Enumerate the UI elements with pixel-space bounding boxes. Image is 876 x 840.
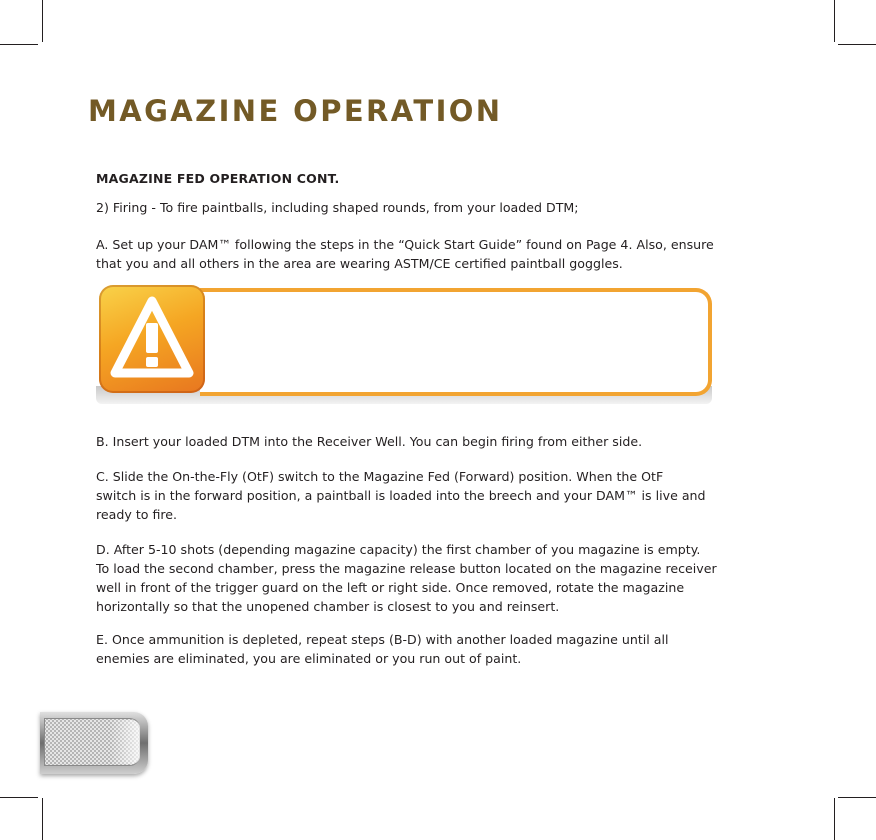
step-d-line-4: horizontally so that the unopened chamber is closest to you and reinsert. [96,599,560,614]
crop-mark-top-left-h [0,44,38,45]
crop-mark-bottom-left-v [42,798,43,840]
crop-mark-bottom-right-v [834,798,835,840]
step-e-line-1: E. Once ammunition is depleted, repeat steps (B-D) with another loaded magazine until all [96,632,669,647]
step-d-line-2: To load the second chamber, press the magazine release button located on the magazine receiver [96,561,717,576]
step-a-line-1: A. Set up your DAM™ following the steps in the “Quick Start Guide” found on Page 4. Also, ensure [96,237,714,252]
warning-callout-box [200,288,712,396]
step-d-line-3: well in front of the trigger guard on the left or right side. Once removed, rotate the magazine [96,580,685,595]
step-b-paragraph [96,432,642,451]
step-b-line-1: B. Insert your loaded DTM into the Receiver Well. You can begin firing from either side. [96,434,643,449]
step-c-paragraph [96,467,706,524]
step-d-paragraph [96,540,717,616]
step-c-line-1: C. Slide the On-the-Fly (OtF) switch to the Magazine Fed (Forward) position. When the OtF [96,469,664,484]
firing-intro-line: 2) Firing - To fire paintballs, including shaped rounds, from your loaded DTM; [96,200,579,215]
crop-mark-top-left-v [42,0,43,42]
crop-mark-top-right-v [834,0,835,42]
step-c-line-2: switch is in the forward position, a paintball is loaded into the breech and your DAM™ is live and [96,488,706,503]
step-a-paragraph [96,235,714,273]
firing-intro [96,198,579,217]
page-number-badge-shine [110,720,140,764]
warning-triangle-icon [99,285,205,393]
step-d-line-1: D. After 5-10 shots (depending magazine capacity) the first chamber of you magazine is empty. [96,542,701,557]
crop-mark-bottom-left-h [0,797,38,798]
crop-mark-bottom-right-h [838,797,876,798]
step-e-line-2: enemies are eliminated, you are eliminated or you run out of paint. [96,651,522,666]
crop-mark-top-right-h [838,44,876,45]
page-number-badge [40,712,148,774]
step-e-paragraph [96,630,668,668]
page-title: MAGAZINE OPERATION [88,94,503,128]
step-a-line-2: that you and all others in the area are wearing ASTM/CE certified paintball goggles. [96,256,623,271]
step-c-line-3: ready to fire. [96,507,178,522]
section-subheading: MAGAZINE FED OPERATION CONT. [96,171,340,186]
